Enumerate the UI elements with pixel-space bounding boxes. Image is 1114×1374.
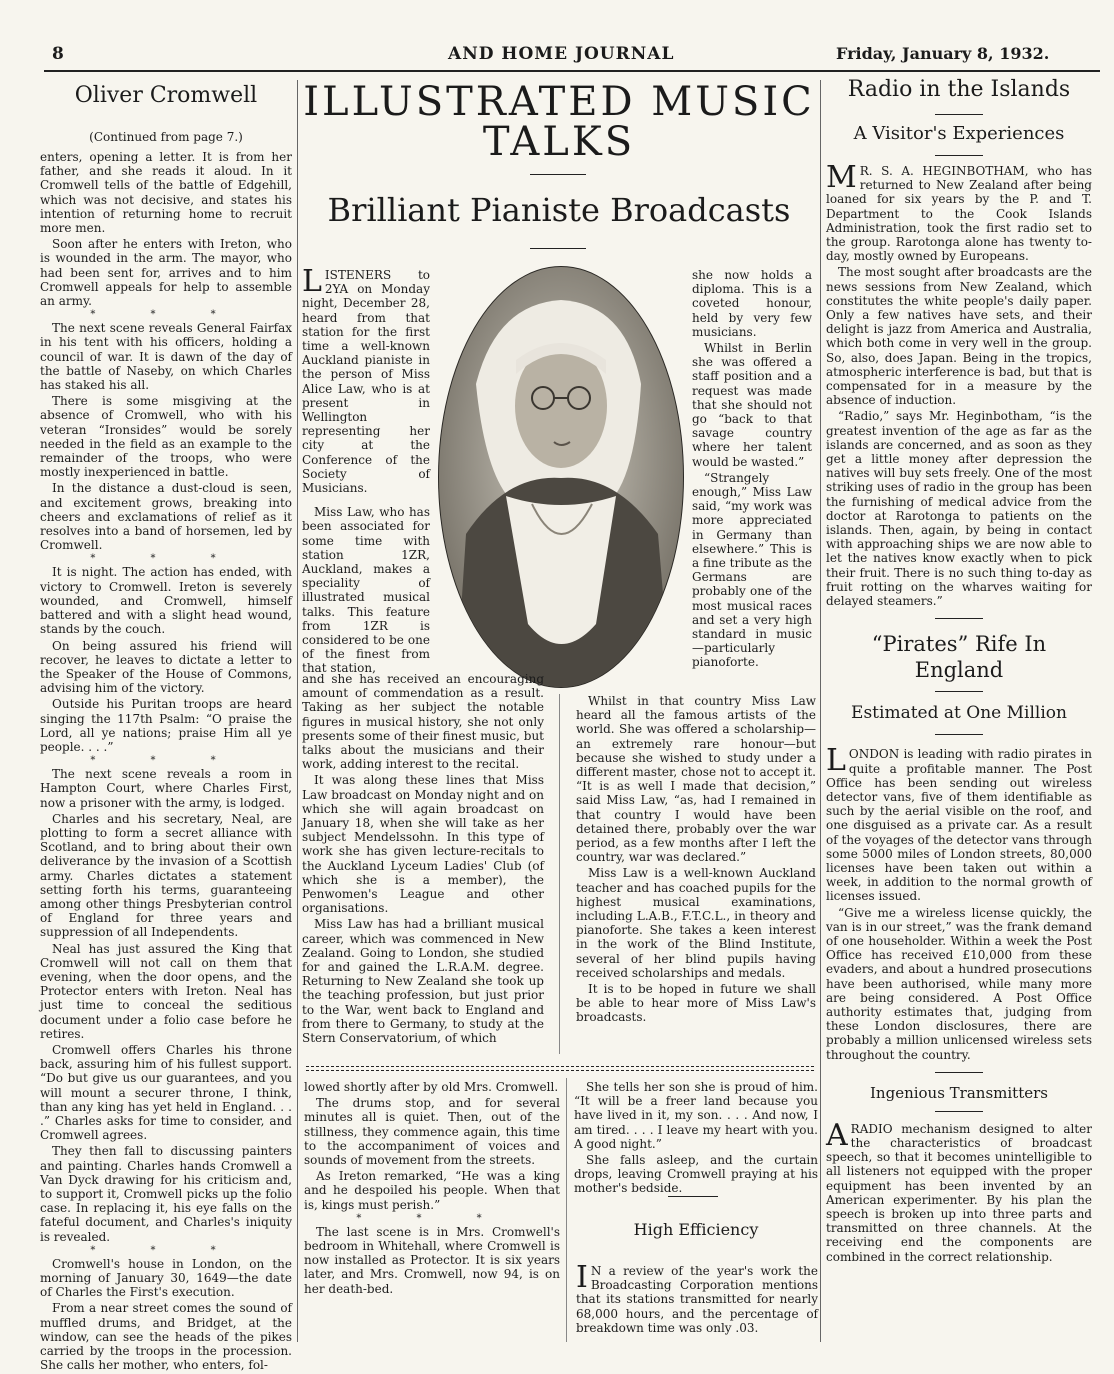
subtitle-rule <box>530 248 586 249</box>
rule <box>935 1111 983 1112</box>
islands-subtitle: A Visitor's Experiences <box>853 123 1065 144</box>
paragraph: Miss Law, who has been associated for some time with station 1ZR, Auckland, makes a speciality of illustrated musical talks. This feature from 1ZR is considered to be one of the finest from that station, <box>302 505 430 676</box>
portrait-photo <box>436 264 686 690</box>
music-body-right <box>576 694 816 1027</box>
islands-title: Radio in the Islands <box>847 77 1071 102</box>
page-number: 8 <box>52 44 64 64</box>
paragraph: ARADIO mechanism designed to alter the characteristics of broadcast speech, so that it becomes unintelligible to all listeners not equipped with the proper equipment has been invented by an American experimenter. By his plan the speech is broken up into three parts and transmitted on three channels. At the receiving end the components are combined in the correct relationship. <box>826 1117 1092 1264</box>
paragraph: As Ireton remarked, “He was a king and he despoiled his people. When that is, kings must perish.” <box>304 1169 560 1212</box>
rule <box>935 734 983 735</box>
paragraph: Soon after he enters with Ireton, who is wounded in the arm. The mayor, who had been sent for, arrives and to him Cromwell appeals for help to assemble an army. <box>40 237 292 309</box>
drop-cap: L <box>826 743 846 779</box>
rule <box>935 114 983 115</box>
paragraph: lowed shortly after by old Mrs. Cromwell. <box>304 1080 559 1094</box>
cromwell-body <box>40 150 292 1372</box>
drop-cap: A <box>826 1117 848 1153</box>
rule <box>935 618 983 619</box>
paragraph: The last scene is in Mrs. Cromwell's bedroom in Whitehall, where Cromwell is now installed as Protector. It is six years later, and Mrs. Cromwell, now 94, is on her death-bed. <box>304 1224 560 1296</box>
paragraph: In the distance a dust-cloud is seen, and excitement grows, breaking into cheers and exclamations of relief as it resolves into a band of horsemen, led by Cromwell. <box>40 481 292 553</box>
drop-cap: I <box>576 1260 588 1295</box>
rule <box>935 155 983 156</box>
paragraph: They then fall to discussing painters and painting. Charles hands Cromwell a Van Dyck drawing for his criticism and, to support it, Cromwell picks up the folio case. In replacing it, his eye falls on the fateful document, and Charles's iniquity is revealed. <box>40 1144 292 1244</box>
rule <box>935 1072 983 1073</box>
rule <box>668 1196 718 1197</box>
paragraph: she now holds a diploma. This is a coveted honour, held by very few musicians. <box>692 268 812 339</box>
section-break: * * * <box>90 309 242 321</box>
section-break: * * * <box>356 1212 508 1224</box>
cromwell-continued-column <box>304 1080 560 1298</box>
paragraph: The next scene reveals General Fairfax in his tent with his officers, holding a council of war. It is dawn of the day of the battle of Naseby, on which Charles has staked his all. <box>40 321 292 393</box>
paragraph: “Give me a wireless license quickly, the van is in our street,” was the frank demand of one householder. Within a week the Post Office has received £10,000 from these evaders, and about a hundred prosecutions have been authorised, while many more are being considered. A Post Office authority estimates that, judging from these London disclosures, there are probably a million unlicensed wireless sets throughout the country. <box>826 905 1092 1062</box>
music-right-column <box>692 268 812 672</box>
pirates-body <box>826 743 1092 1062</box>
masthead: AND HOME JOURNAL <box>448 44 675 64</box>
paragraph: It is to be hoped in future we shall be able to hear more of Miss Law's broadcasts. <box>576 982 816 1025</box>
column-divider <box>559 694 560 1054</box>
paragraph: The drums stop, and for several minutes all is quiet. Then, out of the stillness, they commence again, this time to the accompaniment of voices and sounds of movement from the streets. <box>304 1096 560 1168</box>
paragraph: “Strangely enough,” Miss Law said, “my work was more appreciated in Germany than elsewhere.” This is a fine tribute as the Germans are probably one of the most musical races and set a very high standard in music—particularly pianoforte. <box>692 470 812 670</box>
pirates-subtitle: Estimated at One Million <box>851 703 1067 724</box>
paragraph: LONDON is leading with radio pirates in quite a profitable manner. The Post Office has been sending out wireless detector vans, five of them identifiable as such by the aerial visible on the roof, and one disguised as a private car. As a result of the voyages of the detector vans through some 5000 miles of London streets, 80,000 licenses have been taken out within a week, in addition to the normal growth of licenses issued. <box>826 743 1092 904</box>
paragraph: Cromwell offers Charles his throne back, assuring him of his fullest support. “Do but give us our guarantees, and you will mount a securer throne, I think, than any king has yet held in England. . . .” Charles asks for time to consider, and Cromwell agrees. <box>40 1042 292 1143</box>
pirates-title: “Pirates” Rife In England <box>871 632 1047 683</box>
paragraph: The most sought after broadcasts are the news sessions from New Zealand, which constitutes the white people's daily paper. Only a few natives have sets, and their delight is jazz from America and Australia, which both come in very well in the group. So, also, does Japan. Being in the tropics, atmospheric interference is bad, but that is compensated for in a measure by the absence of induction. <box>826 265 1092 408</box>
paragraph: Neal has just assured the King that Cromwell will not call on them that evening, when the door opens, and the Protector enters with Ireton. Neal has just time to conceal the seditious document under a folio case before he retires. <box>40 941 292 1041</box>
music-title: ILLUSTRATED MUSIC TALKS <box>303 79 815 165</box>
music-subtitle: Brilliant Pianiste Broadcasts <box>327 191 791 229</box>
paragraph: The next scene reveals a room in Hampton Court, where Charles First, now a prisoner with the army, is lodged. <box>40 767 292 810</box>
music-body-left <box>302 672 544 1047</box>
paragraph: Outside his Puritan troops are heard singing the 117th Psalm: “O praise the Lord, all ye nations; praise Him all ye people. . . .” <box>40 697 292 754</box>
high-efficiency-body <box>576 1260 818 1337</box>
paragraph: From a near street comes the sound of muffled drums, and Bridget, at the window, can see the heads of the pikes carried by the troops in the procession. She calls her mother, who enters, fol- <box>40 1301 292 1373</box>
paragraph: M R. S. A. HEGINBOTHAM, who has returned to New Zealand after being loaned for six years by the P. and T. Department to the Cook Islands Administration, took the first radio set to the group. Rarotonga alone has twenty to-day, mostly owned by Europeans. <box>826 160 1092 264</box>
transmitters-body <box>826 1117 1092 1264</box>
cromwell-title: Oliver Cromwell <box>74 83 258 108</box>
paragraph: Cromwell's house in London, on the morning of January 30, 1649—the date of Charles the First's execution. <box>40 1256 292 1300</box>
paragraph: Whilst in that country Miss Law heard all the famous artists of the world. She was offered a scholarship—an extremely rare honour—but because she wished to study under a different master, chose not to accept it. “It is as well I made that decision,” said Miss Law, “as, had I remained in that country I would have been detained there, probably over the war period, as a few months after I left the country, war was declared.” <box>576 694 816 865</box>
paragraph: “Radio,” says Mr. Heginbotham, “is the greatest invention of the age as far as the islands are concerned, and as soon as they get a little money after depression the natives will buy sets freely. One of the most striking uses of radio in the group has been the furnishing of medical advice from the doctor at Rarotonga to patients on the islands. Then, again, by being in contact with approaching ships we are now able to let the natives know exactly when to pick their fruit. There is no such thing to-day as fruit rotting on the wharves waiting for delayed steamers.” <box>826 409 1092 609</box>
paragraph: It is night. The action has ended, with victory to Cromwell. Ireton is severely wounded, and Cromwell, himself battered and with a slight head wound, stands by the couch. <box>40 565 292 637</box>
paragraph: It was along these lines that Miss Law broadcast on Monday night and on which she will again broadcast on January 18, when she will take as her subject Mendelssohn. In this type of work she has given lecture-recitals to the Auckland Lyceum Ladies' Club (of which she is a member), the Penwomen's League and other organisations. <box>302 773 544 916</box>
paragraph: Charles and his secretary, Neal, are plotting to form a secret alliance with Scotland, and to bring about their own deliverance by the invasion of a Scottish army. Charles dictates a statement setting forth his terms, guaranteeing among other things Presbyterian control of England for three years and suppression of all Independents. <box>40 811 292 940</box>
paragraph: LISTENERS to 2YA on Monday night, December 28, heard from that station for the first time a well-known Auckland pianiste in the person of Miss Alice Law, who is at present in Wellington representing her city at the Conference of the Society of Musicians. <box>302 264 430 496</box>
cromwell-continued: (Continued from page 7.) <box>89 130 243 144</box>
cromwell-column <box>40 78 292 1374</box>
paragraph: and she has received an encouraging amount of commendation as a result. Taking as her subject the notable figures in musical history, she not only presents some of their finest music, but talks about the musicians and their work, adding interest to the recital. <box>302 672 544 772</box>
music-lead-column <box>302 264 430 678</box>
paragraph: On being assured his friend will recover, he leaves to dictate a letter to the Speaker of the House of Commons, advising him of the victory. <box>40 638 292 696</box>
title-rule <box>530 174 586 175</box>
paragraph: enters, opening a letter. It is from her father, and she reads it aloud. In it Cromwell tells of the battle of Edgehill, which was not decisive, and states his intention of returning home to recruit more men. <box>40 150 292 236</box>
paragraph: She falls asleep, and the curtain drops, leaving Cromwell praying at his mother's bedside. <box>574 1153 818 1196</box>
transmitters-title: Ingenious Transmitters <box>870 1083 1048 1102</box>
paragraph: I N a review of the year's work the Broadcasting Corporation mentions that its stations transmitted for nearly 68,000 hours, and the percentage of breakdown time was only .03. <box>576 1260 818 1335</box>
high-efficiency-title: High Efficiency <box>633 1220 759 1239</box>
paragraph: There is some misgiving at the absence of Cromwell, who with his veteran “Ironsides” would be sorely needed in the field as an example to the remainder of the troops, who were mostly inexperienced in battle. <box>40 394 292 480</box>
islands-body <box>826 160 1092 609</box>
paragraph: Whilst in Berlin she was offered a staff position and a request was made that she should not go “back to that savage country where her talent would be wasted.” <box>692 341 812 469</box>
drop-cap: M <box>826 160 857 195</box>
column-divider <box>297 80 298 1342</box>
drop-cap: L <box>302 264 322 299</box>
portrait-oval <box>436 264 686 690</box>
header-rule <box>44 70 1100 72</box>
paragraph: Miss Law is a well-known Auckland teacher and has coached pupils for the highest musical examinations, including L.A.B., F.T.C.L., in theory and pianoforte. She takes a keen interest in the work of the Blind Institute, several of her blind pupils having received scholarships and medals. <box>576 866 816 980</box>
islands-column <box>826 76 1092 1266</box>
cromwell-ending-column <box>574 1080 818 1198</box>
section-break: * * * <box>90 755 242 767</box>
paragraph: Miss Law has had a brilliant musical career, which was commenced in New Zealand. Going to London, she studied for and gained the L.R.A.M. degree. Returning to New Zealand she took up the teaching profession, but just prior to the War, went back to England and from there to Germany, to study at the Stern Conservatorium, of which <box>302 917 544 1046</box>
section-divider <box>306 1066 814 1071</box>
section-break: * * * <box>90 1244 242 1256</box>
section-break: * * * <box>90 553 242 565</box>
rule <box>935 691 983 692</box>
issue-date: Friday, January 8, 1932. <box>836 44 1050 63</box>
paragraph: She tells her son she is proud of him. “It will be a freer land because you have lived in it, my son. . . . And now, I am tired. . . . I leave my heart with you. A good night.” <box>574 1080 818 1151</box>
column-divider <box>566 1078 567 1342</box>
column-divider <box>820 80 821 1342</box>
